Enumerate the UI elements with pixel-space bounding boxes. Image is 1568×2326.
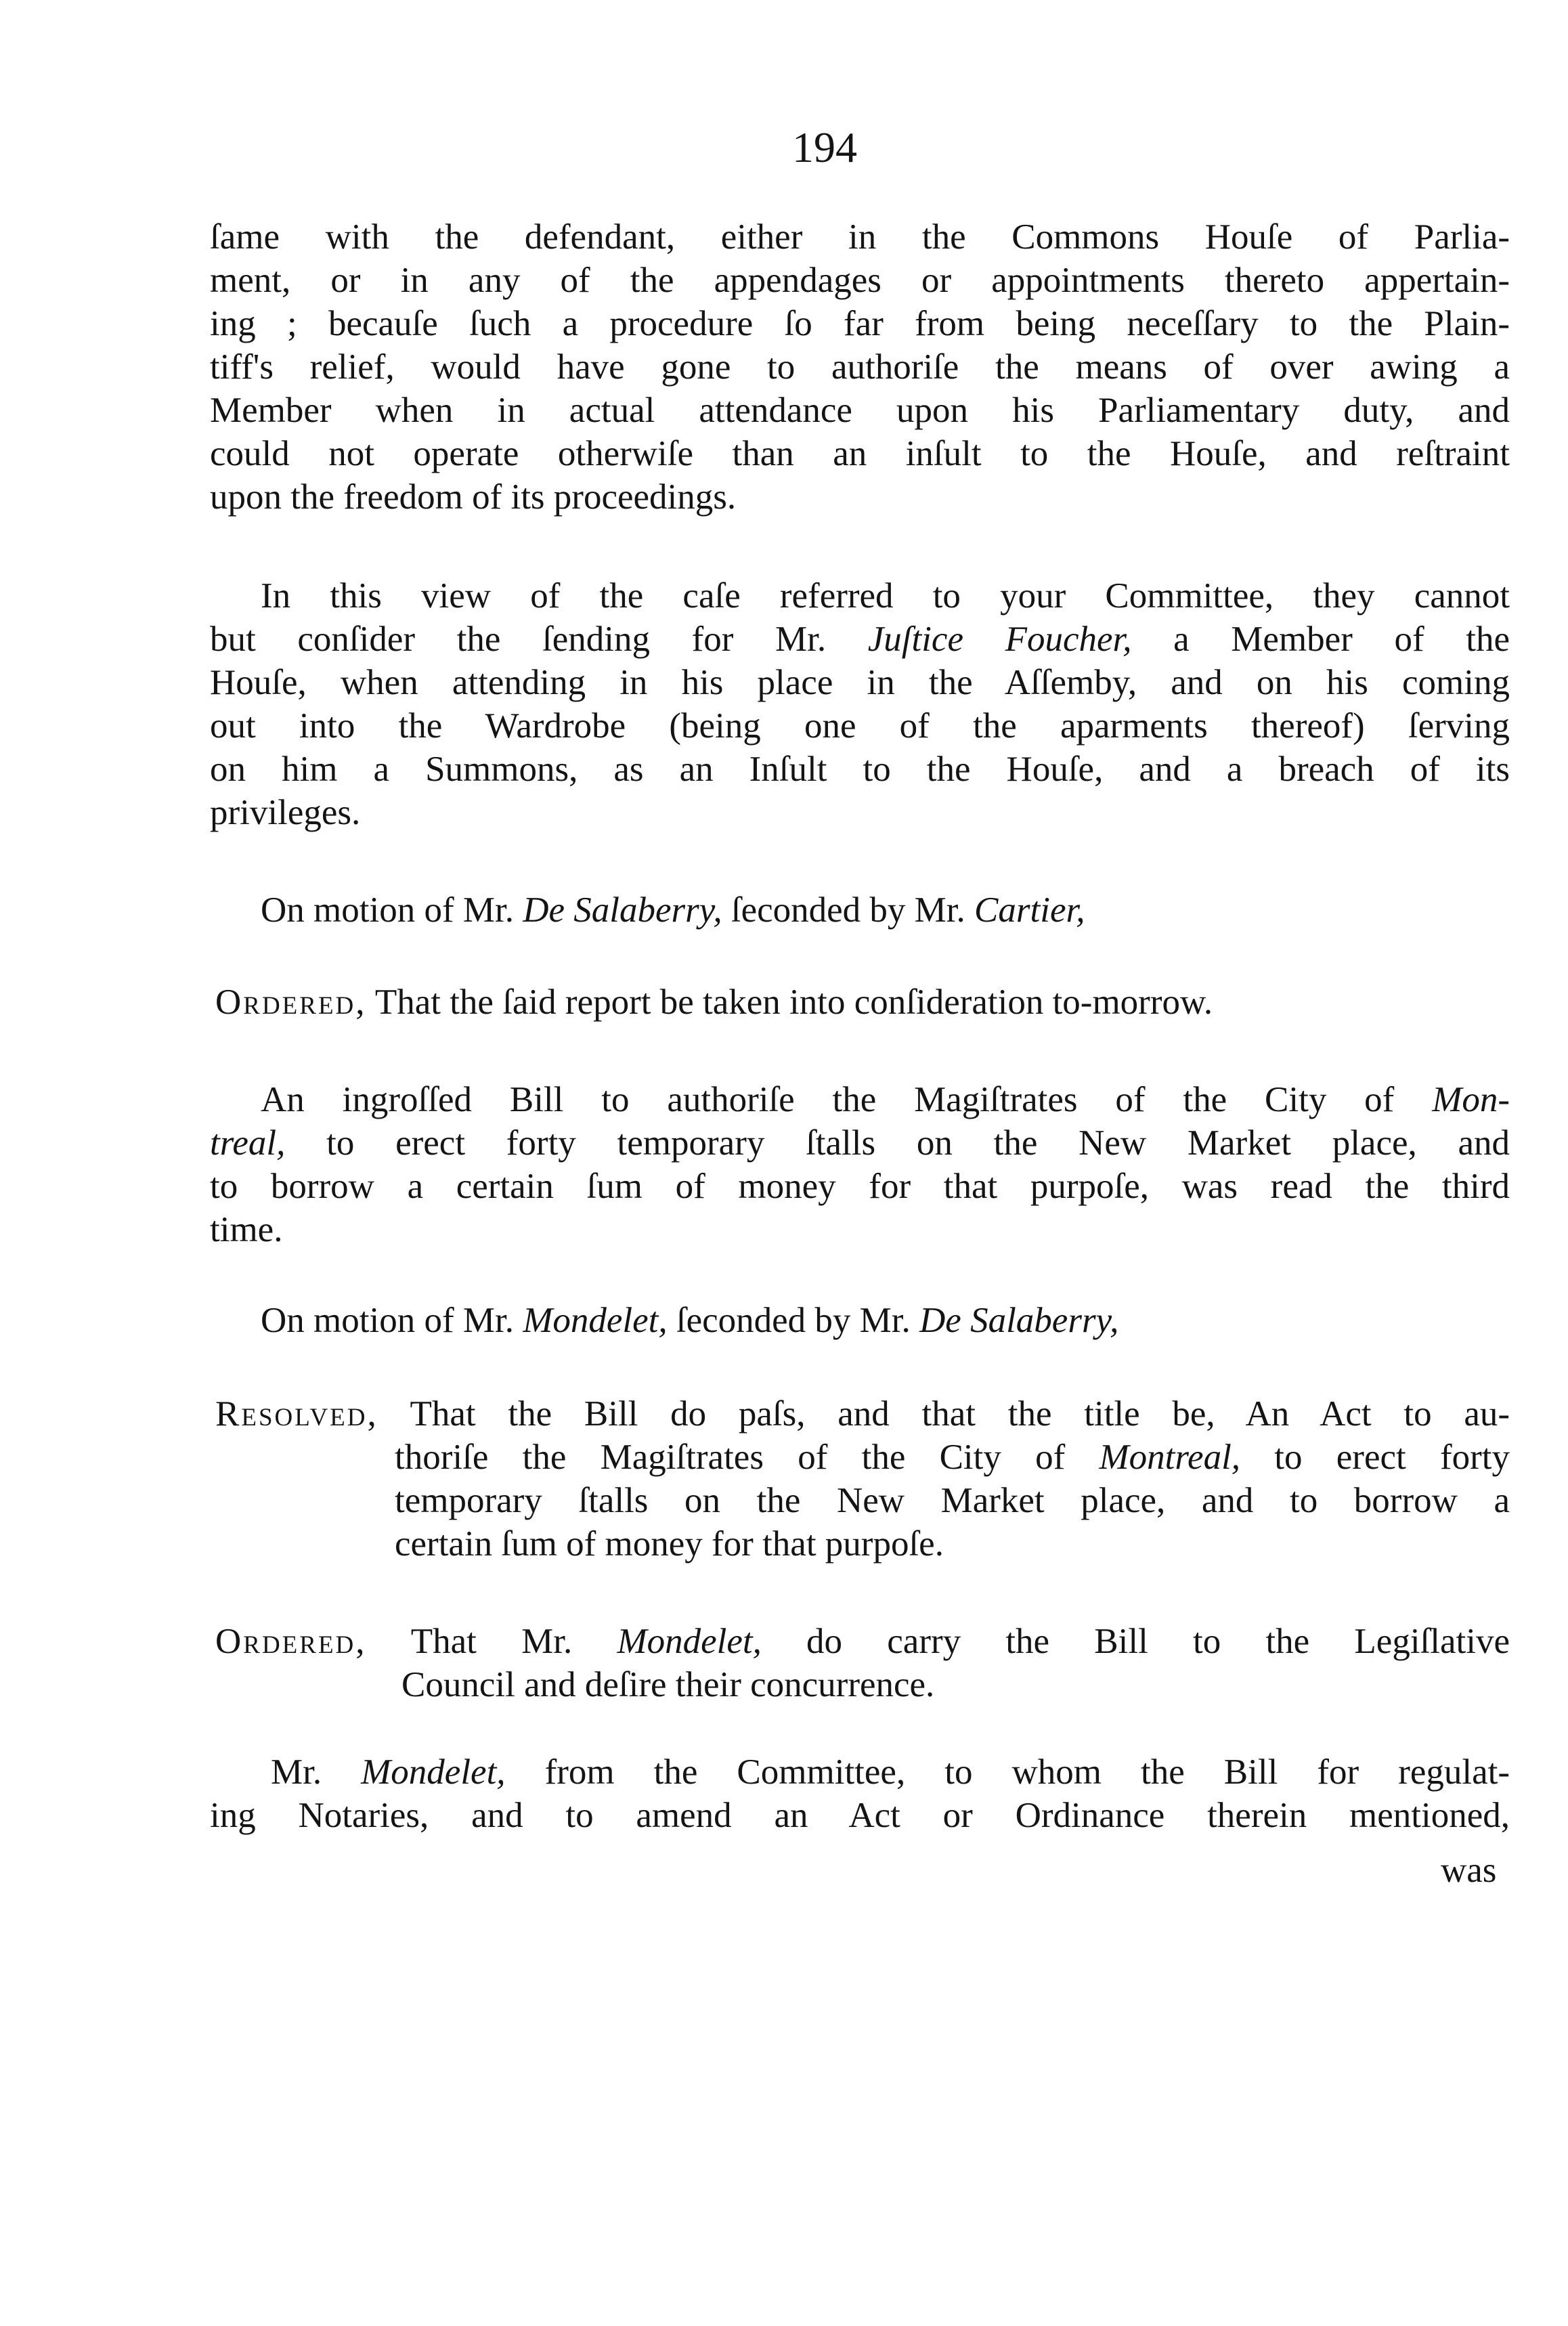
catchword: was: [1441, 1851, 1497, 1890]
ordered-label: Ordered,: [215, 983, 367, 1022]
text-line: Council and deſire their concurrence.: [401, 1665, 935, 1704]
city-name: Mon-: [1432, 1080, 1510, 1119]
text-run: do carry the Bill to the Legiſlative: [761, 1622, 1510, 1661]
text-line: [210, 1750, 1510, 1794]
motion-line: [261, 888, 1085, 932]
ordered-label: Ordered,: [215, 1622, 367, 1661]
paragraph-committee-view: [210, 574, 1510, 834]
text-line: [210, 1121, 1510, 1165]
text-line: Member when in actual attendance upon his Parliamentary duty, and: [210, 391, 1510, 430]
motion-line: [261, 1299, 1118, 1342]
text-run: a Member of the: [1131, 620, 1510, 659]
text-run: That the ſaid report be taken into conſideration to-morrow.: [366, 983, 1213, 1022]
text-line: tiff's relief, would have gone to authoriſe the means of over awing a: [210, 347, 1510, 387]
text-run: That the Bill do paſs, and that the title be, An Act to au-: [378, 1394, 1510, 1434]
member-name: Mondelet,: [617, 1622, 762, 1661]
text-line: [210, 618, 1510, 661]
member-name: Mondelet,: [361, 1752, 506, 1792]
order-block: [215, 1620, 1510, 1706]
text-line: [215, 1620, 1510, 1663]
page-number: 194: [792, 123, 857, 171]
text-run: On motion of Mr.: [261, 1301, 523, 1340]
text-line: [215, 1392, 1510, 1436]
text-run: On motion of Mr.: [261, 890, 523, 930]
paragraph-ingrossed-bill: [210, 1078, 1510, 1251]
resolution-block: [215, 1392, 1510, 1566]
paragraph-notaries-bill: [210, 1750, 1510, 1837]
text-line: ment, or in any of the appendages or appointments thereto appertain-: [210, 261, 1510, 300]
text-run: That Mr.: [366, 1622, 617, 1661]
text-line: Houſe, when attending in his place in the Aſſemby, and on his coming: [210, 663, 1510, 702]
text-line: [210, 1078, 1510, 1121]
paragraph-privilege-breach: [210, 215, 1510, 519]
text-line: privileges.: [210, 793, 361, 832]
text-run: to erect forty: [1240, 1438, 1510, 1477]
text-line: In this view of the caſe referred to your Committee, they cannot: [261, 576, 1510, 616]
text-line: to borrow a certain ſum of money for that purpoſe, was read the third: [210, 1167, 1510, 1206]
text-line: out into the Wardrobe (being one of the aparments thereof) ſerving: [210, 706, 1510, 746]
text-run: but conſider the ſending for Mr.: [210, 620, 868, 659]
order-line: [215, 981, 1213, 1024]
text-line: could not operate otherwiſe than an inſult to the Houſe, and reſtraint: [210, 434, 1510, 473]
text-line: ſame with the defendant, either in the Commons Houſe of Parlia-: [210, 217, 1510, 257]
city-name: treal,: [210, 1123, 286, 1163]
mover-name: Mondelet,: [523, 1301, 668, 1340]
text-line: ing ; becauſe ſuch a procedure ſo far from being neceſſary to the Plain-: [210, 304, 1510, 343]
text-line: on him a Summons, as an Inſult to the Houſe, and a breach of its: [210, 750, 1510, 789]
text-line: certain ſum of money for that purpoſe.: [395, 1524, 944, 1564]
text-run: An ingroſſed Bill to authoriſe the Magiſtrates of the City of: [261, 1080, 1433, 1119]
mover-name: De Salaberry,: [523, 890, 722, 930]
text-line: temporary ſtalls on the New Market place, and to borrow a: [395, 1481, 1510, 1520]
text-line: upon the freedom of its proceedings.: [210, 477, 737, 517]
seconder-name: De Salaberry,: [919, 1301, 1119, 1340]
text-run: ſeconded by Mr.: [667, 1301, 920, 1340]
city-name: Montreal,: [1099, 1438, 1241, 1477]
text-line: [215, 1436, 1510, 1479]
text-line: time.: [210, 1210, 283, 1249]
text-run: from the Committee, to whom the Bill for regulat-: [505, 1752, 1510, 1792]
text-run: to erect forty temporary ſtalls on the New Market place, and: [285, 1123, 1510, 1163]
resolved-label: Resolved,: [215, 1394, 378, 1434]
text-run: Mr.: [271, 1752, 362, 1792]
seconder-name: Cartier,: [974, 890, 1085, 930]
text-run: thoriſe the Magiſtrates of the City of: [395, 1438, 1099, 1477]
text-line: ing Notaries, and to amend an Act or Ordinance therein mentioned,: [210, 1796, 1510, 1835]
text-run: ſeconded by Mr.: [722, 890, 975, 930]
member-name: Juſtice Foucher,: [867, 620, 1132, 659]
